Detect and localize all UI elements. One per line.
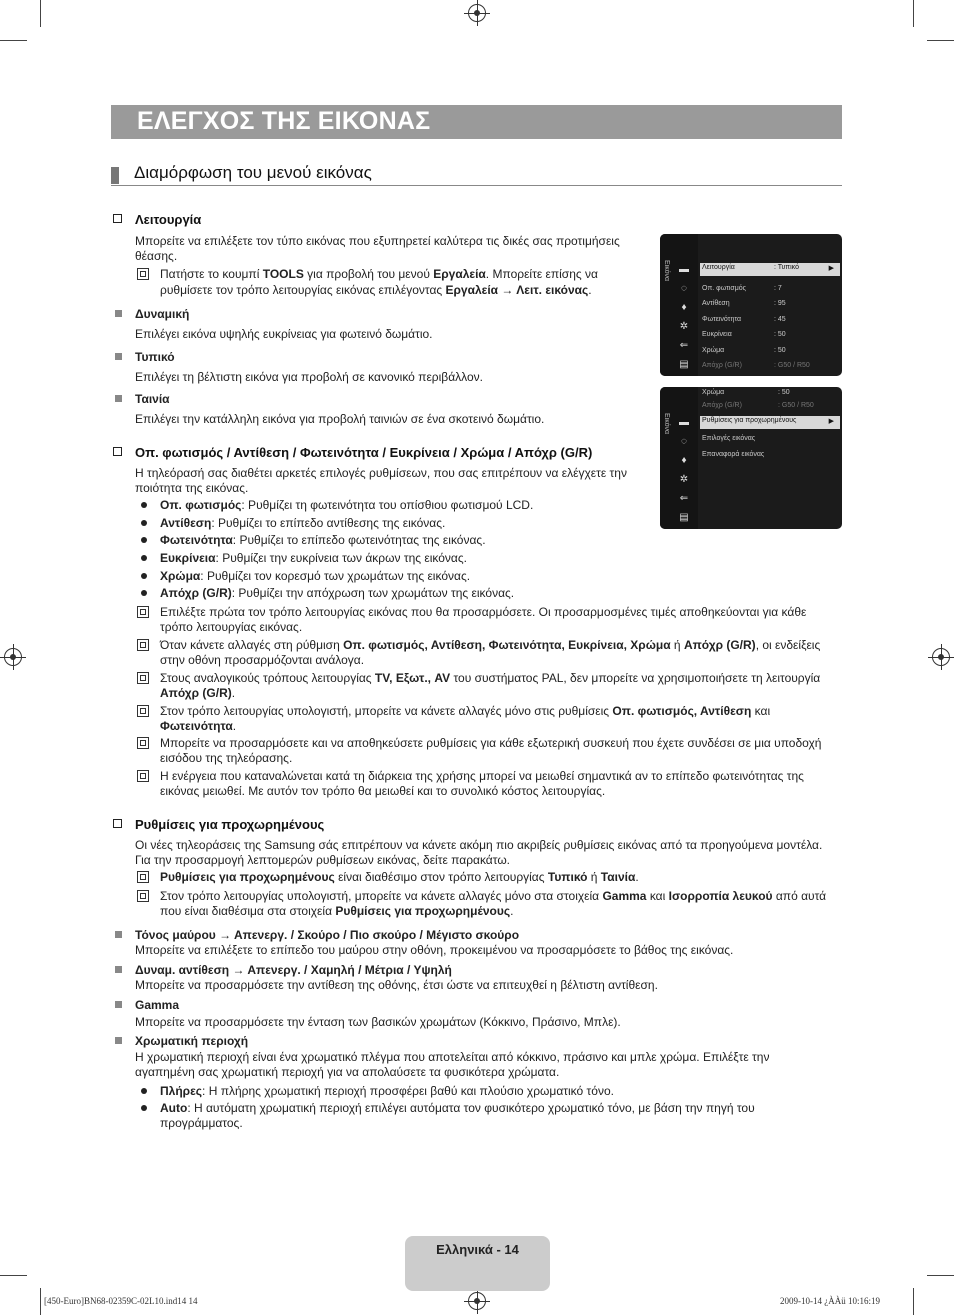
note-text: που είναι διαθέσιμα στα στοιχεία Ρυθμίσεις για προχωρημένους. <box>160 904 514 918</box>
item-desc: Μπορείτε να προσαρμόσετε την αντίθεση της οθόνης, έτσι ώστε να επιτευχθεί η βέλτιστη αντίθεση. <box>135 978 658 992</box>
note-icon <box>137 770 149 782</box>
square-bullet-icon <box>115 931 122 938</box>
mode-name: Ταινία <box>135 392 170 406</box>
tv-menu-category-label: Εικόνα <box>663 260 670 282</box>
note-text: Όταν κάνετε αλλαγές στη ρύθμιση Οπ. φωτισμός, Αντίθεση, Φωτεινότητα, Ευκρίνεια, Χρώμα ή Απόχρ (G/R), οι ενδείξεις <box>160 638 821 652</box>
paragraph: Μπορείτε να επιλέξετε τον τύπο εικόνας που εξυπηρετεί καλύτερα τις δικές σας προτιμήσεις <box>135 234 620 248</box>
bullet-item: Χρώμα: Ρυθμίζει τον κορεσμό των χρωμάτων της εικόνας. <box>160 569 471 583</box>
mode-name: Τυπικό <box>135 350 175 364</box>
setup-icon: ✲ <box>679 321 689 332</box>
tv-menu-row: Ευκρίνεια : 50 <box>702 331 786 338</box>
picture-icon: ▬ <box>679 264 689 275</box>
item-name: Τόνος μαύρου → Απενεργ. / Σκούρο / Πιο σκούρο / Μέγιστο σκούρο <box>135 928 520 942</box>
page-title-bar <box>111 105 842 139</box>
item-name: Δυναμ. αντίθεση → Απενεργ. / Χαμηλή / Μέτρια / Υψηλή <box>135 963 452 977</box>
picture-icon: ▬ <box>679 417 689 428</box>
bullet-dot-icon <box>141 590 147 596</box>
crop-mark <box>927 1275 954 1276</box>
bullet-item: Πλήρες: Η πλήρης χρωματική περιοχή προσφέρει βαθύ και πλούσιο χρωματικό τόνο. <box>160 1084 614 1098</box>
bullet-item: Auto: Η αυτόματη χρωματική περιοχή επιλέγει αυτόματα τον φυσικότερο χρωματικό τόνο, με βάση την πηγή του <box>160 1101 755 1115</box>
note-icon <box>137 672 149 684</box>
mode-desc: Επιλέγει την κατάλληλη εικόνα για προβολή ταινιών σε ένα σκοτεινό δωμάτιο. <box>135 412 545 426</box>
square-bullet-icon <box>115 1001 122 1008</box>
sound-icon: ◌ <box>681 436 687 447</box>
note-text: εισόδου της τηλεόρασης. <box>160 751 293 765</box>
square-bullet-icon <box>115 310 122 317</box>
setup-icon: ✲ <box>679 474 689 485</box>
bullet-dot-icon <box>141 520 147 526</box>
note-text: Επιλέξτε πρώτα τον τρόπο λειτουργίας εικόνας που θα προσαρμόσετε. Οι προσαρμοσμένες τιμές αποθηκεύονται για κάθε <box>160 605 807 619</box>
tip-text: Πατήστε το κουμπί TOOLS για προβολή του μενού Εργαλεία. Μπορείτε επίσης να <box>160 267 598 281</box>
channel-icon: ♦ <box>681 302 687 313</box>
tv-menu-row: Φωτεινότητα : 45 <box>702 316 786 323</box>
checkbox-bullet-icon <box>113 819 122 828</box>
paragraph: Οι νέες τηλεοράσεις της Samsung σάς επιτρέπουν να κάνετε ακόμη πιο ακριβείς ρυθμίσεις εικόνας από τα προηγούμενα μοντέλα. <box>135 838 823 852</box>
item-desc: Μπορείτε να επιλέξετε το επίπεδο του μαύρου στην οθόνη, προκειμένου να προσαρμόσετε το βάθος της εικόνας. <box>135 943 734 957</box>
tip-text: ρυθμίσετε τον τρόπο λειτουργίας εικόνας επιλέγοντας Εργαλεία → Λειτ. εικόνας. <box>160 283 592 297</box>
crop-mark <box>913 0 914 27</box>
registration-mark-icon <box>468 4 486 22</box>
bullet-dot-icon <box>141 502 147 508</box>
item-name: Χρωματική περιοχή <box>135 1034 249 1048</box>
mode-name: Δυναμική <box>135 307 190 321</box>
note-text: Απόχρ (G/R). <box>160 686 236 700</box>
bullet-item: προγράμματος. <box>160 1116 243 1130</box>
tv-menu-row-selected: Ρυθμίσεις για προχωρημένους ▶ <box>700 416 840 429</box>
note-icon <box>137 890 149 902</box>
checkbox-bullet-icon <box>113 447 122 456</box>
crop-mark <box>0 40 27 41</box>
tv-menu-row: Απόχρ (G/R) : G50 / R50 <box>702 402 814 409</box>
section-title: Διαμόρφωση του μενού εικόνας <box>134 163 372 182</box>
registration-mark-icon <box>932 648 950 666</box>
bullet-dot-icon <box>141 1088 147 1094</box>
square-bullet-icon <box>115 1037 122 1044</box>
note-icon <box>137 639 149 651</box>
tv-menu-row: Χρώμα : 50 <box>702 389 790 396</box>
registration-mark-icon <box>4 648 22 666</box>
crop-mark <box>40 0 41 27</box>
bullet-dot-icon <box>141 555 147 561</box>
support-icon: ▤ <box>679 512 689 523</box>
section-divider <box>111 185 842 186</box>
tv-menu-row: Επαναφορά εικόνας <box>702 451 765 458</box>
support-icon: ▤ <box>679 359 689 370</box>
tv-menu-screenshot <box>660 234 842 376</box>
note-text: τρόπο λειτουργίας εικόνας. <box>160 620 303 634</box>
note-text: στην οθόνη προσαρμόζονται ανάλογα. <box>160 653 365 667</box>
paragraph: ποιότητα της εικόνας. <box>135 481 249 495</box>
note-icon <box>137 705 149 717</box>
square-bullet-icon <box>115 395 122 402</box>
note-icon <box>137 737 149 749</box>
checkbox-bullet-icon <box>113 214 122 223</box>
crop-mark <box>0 1275 27 1276</box>
bullet-item: Φωτεινότητα: Ρυθμίζει το επίπεδο φωτεινότητας της εικόνας. <box>160 533 486 547</box>
subsection-heading: Λειτουργία <box>135 212 202 227</box>
bullet-item: Απόχρ (G/R): Ρυθμίζει την απόχρωση των χρωμάτων της εικόνας. <box>160 586 515 600</box>
registration-mark-icon <box>468 1292 486 1310</box>
square-bullet-icon <box>115 966 122 973</box>
bullet-item: Οπ. φωτισμός: Ρυθμίζει τη φωτεινότητα του οπίσθιου φωτισμού LCD. <box>160 498 534 512</box>
tv-menu-row-selected: Λειτουργία : Τυπικό ▶ <box>700 263 840 276</box>
crop-mark <box>40 1288 41 1315</box>
tv-menu-row: Οπ. φωτισμός : 7 <box>702 285 782 292</box>
item-desc: Μπορείτε να προσαρμόσετε την ένταση των βασικών χρωμάτων (Κόκκινο, Πράσινο, Μπλε). <box>135 1015 621 1029</box>
bullet-item: Ευκρίνεια: Ρυθμίζει την ευκρίνεια των άκρων της εικόνας. <box>160 551 467 565</box>
arrow-right-icon: ▶ <box>828 418 834 425</box>
bullet-dot-icon <box>141 1105 147 1111</box>
note-text: εικόνας μειωθεί. Με αυτόν τον τρόπο θα μειωθεί και το συνολικό κόστος λειτουργίας. <box>160 784 606 798</box>
item-desc: Η χρωματική περιοχή είναι ένα χρωματικό πλέγμα που αποτελείται από κόκκινο, πράσινο και μπλε χρώμα. Επιλέξτε την <box>135 1050 770 1064</box>
bullet-dot-icon <box>141 573 147 579</box>
tv-menu-screenshot <box>660 387 842 529</box>
mode-desc: Επιλέγει εικόνα υψηλής ευκρίνειας για φωτεινό δωμάτιο. <box>135 327 433 341</box>
note-icon <box>137 871 149 883</box>
tv-menu-category-label: Εικόνα <box>663 413 670 435</box>
bullet-item: Αντίθεση: Ρυθμίζει το επίπεδο αντίθεσης της εικόνας. <box>160 516 446 530</box>
note-text: Η ενέργεια που καταναλώνεται κατά τη διάρκεια της χρήσης μπορεί να μειωθεί σημαντικά αν το επίπεδο φωτεινότητας της <box>160 769 804 783</box>
tv-menu-row: Απόχρ (G/R) : G50 / R50 <box>702 362 810 369</box>
page-number-tab <box>405 1236 550 1291</box>
tv-menu-row: Χρώμα : 50 <box>702 347 786 354</box>
crop-mark <box>927 40 954 41</box>
sound-icon: ◌ <box>681 283 687 294</box>
bullet-dot-icon <box>141 537 147 543</box>
paragraph: Η τηλεόρασή σας διαθέτει αρκετές επιλογές ρυθμίσεων, που σας επιτρέπουν να ελέγχετε την <box>135 466 627 480</box>
note-text: Ρυθμίσεις για προχωρημένους είναι διαθέσιμο στον τρόπο λειτουργίας Τυπικό ή Ταινία. <box>160 870 639 884</box>
item-name: Gamma <box>135 998 180 1012</box>
crop-mark <box>913 1288 914 1315</box>
input-icon: ⇐ <box>679 340 689 351</box>
tv-menu-row: Επιλογές εικόνας <box>702 435 756 442</box>
note-text: Μπορείτε να προσαρμόσετε και να αποθηκεύσετε ρυθμίσεις για κάθε εξωτερική συσκευή που έχετε συνδέσει σε μια υποδοχή <box>160 736 822 750</box>
note-text: Στους αναλογικούς τρόπους λειτουργίας TV, Εξωτ., AV του συστήματος PAL, δεν μπορείτε να χρησιμοποιήσετε τη λειτουργία <box>160 671 821 685</box>
channel-icon: ♦ <box>681 455 687 466</box>
paragraph: θέασης. <box>135 249 178 263</box>
arrow-right-icon: ▶ <box>828 265 834 272</box>
section-marker <box>111 167 119 184</box>
mode-desc: Επιλέγει τη βέλτιστη εικόνα για προβολή σε κανονικό περιβάλλον. <box>135 370 483 384</box>
subsection-heading: Οπ. φωτισμός / Αντίθεση / Φωτεινότητα / Ευκρίνεια / Χρώμα / Απόχρ (G/R) <box>135 445 593 460</box>
print-info-right: 2009-10-14 ¿ÀÀü 10:16:19 <box>780 1296 880 1306</box>
input-icon: ⇐ <box>679 493 689 504</box>
note-text: Στον τρόπο λειτουργίας υπολογιστή, μπορείτε να κάνετε αλλαγές μόνο στα στοιχεία Gamma και Ισορροπία λευκού από αυτά <box>160 889 827 903</box>
print-info-left: [450-Euro]BN68-02359C-02L10.ind14 14 <box>44 1296 198 1306</box>
page-number: Ελληνικά - 14 <box>436 1242 519 1257</box>
square-bullet-icon <box>115 353 122 360</box>
paragraph: Για την προσαρμογή λεπτομερών ρυθμίσεων εικόνας, δείτε παρακάτω. <box>135 853 511 867</box>
subsection-heading: Ρυθμίσεις για προχωρημένους <box>135 817 325 832</box>
note-icon <box>137 606 149 618</box>
page-title: ΕΛΕΓΧΟΣ ΤΗΣ ΕΙΚΟΝΑΣ <box>137 107 431 135</box>
note-text: Φωτεινότητα. <box>160 719 237 733</box>
tools-tip-icon <box>137 268 149 280</box>
tv-menu-row: Αντίθεση : 95 <box>702 300 786 307</box>
item-desc: αγαπημένη σας χρωματική περιοχή για να απολαύσετε τα φυσικότερα χρώματα. <box>135 1065 560 1079</box>
note-text: Στον τρόπο λειτουργίας υπολογιστή, μπορείτε να κάνετε αλλαγές μόνο στις ρυθμίσεις Οπ. φωτισμός, Αντίθεση και <box>160 704 771 718</box>
